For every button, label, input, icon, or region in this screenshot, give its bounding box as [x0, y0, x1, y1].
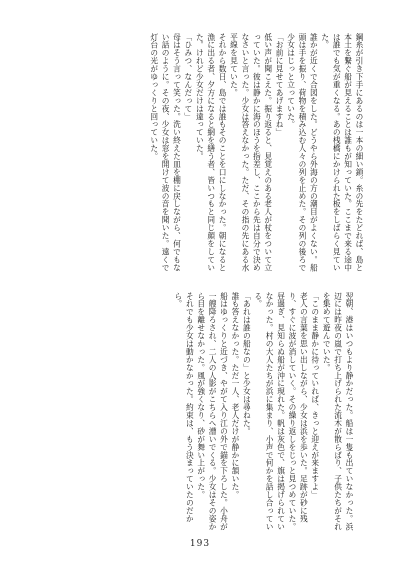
paragraph: 翌朝、港はいつもより静かだった。船は一隻も出ていなかった。浜辺には昨夜の嵐で打ち上げられた流木が散らばり、子供たちがそれを集めて遊んでいた。 [322, 292, 354, 531]
paragraph: それでも少女は動かなかった。約束は、もう決まっていたのだから。 [173, 292, 195, 523]
paragraph: 低い声が聞こえた。振り返ると、見覚えのある老人が杖をついて立っていた。彼は静かに海のほうを指差し、ここから先は自分で決めなさいと言った。少女は答えなかった。ただ、その指の先にある水平線を見ていた。 [229, 33, 273, 272]
paragraph: 誰かが近くで合図をした。どうやら外海の方の潮目がよくない。船頭は手を振り、荷物を積み込む人々の列を止めた。その列の後ろで少女はじっと立っていた。 [286, 33, 319, 272]
dialogue-line: 「あれは誰の船なの」と少女は尋ねた。 [242, 292, 252, 436]
paragraph: 昼過ぎ、見知らぬ船が沖に現れた。帆は灰色で、旗は掲げられていなかった。村の大人たちが浜に集まり、小声で何かを話し合っている。 [253, 292, 286, 531]
paragraph: 鋼糸が引き下手にあるのは一本の細い鎖。糸の先をたどれば、島と本土を繋ぐ船が見えることは誰もが知っていた。ここまで来る途中は誰でも気が重くなる。あの桟橋にかけられた板をしばらく見ていた。 [320, 33, 364, 272]
dialogue-line: 「ひみつ、なんだって」 [183, 33, 193, 121]
paragraph: 船はゆっくりと近づき、やがて入り江の外で錨を下ろした。小舟が一艘降ろされ、二人の人影がこちらへ漕いでくる。少女はその姿から目を離せなかった。風が強くなり、砂が舞い上がった。 [196, 292, 229, 531]
paragraph: 母はそう言って笑った。洗い終えた皿を棚に戻しながら、何でもない話のように。その夜、少女は窓を開けて波の音を聞いた。遠くで灯台の光がゆっくりと回っていた。 [149, 33, 182, 272]
page-number: 193 [189, 539, 211, 549]
dialogue-line: 「お前に見せてあげますね」 [275, 33, 285, 137]
paragraph: 老人の言葉を思い出しながら、少女は浜を歩いた。足跡が砂に残り、すぐに波が消していく。その繰り返しをじっと見つめていた。 [287, 292, 309, 531]
upper-text-block [59, 33, 365, 275]
dialogue-line: 「このまま静かに待っていれば、きっと迎えが来ますよ」 [310, 292, 320, 499]
lower-text-block [43, 292, 355, 534]
paragraph: 誰も答えなかった。ただ一人、老人だけが静かに頷いた。 [230, 292, 240, 499]
paragraph: それから数日、島では誰もそのことを口にしなかった。朝になると漁に出る者、夕方になると網を繕う者、皆いつもと同じ顔をしていた。けれど少女だけは違っていた。 [195, 33, 228, 272]
